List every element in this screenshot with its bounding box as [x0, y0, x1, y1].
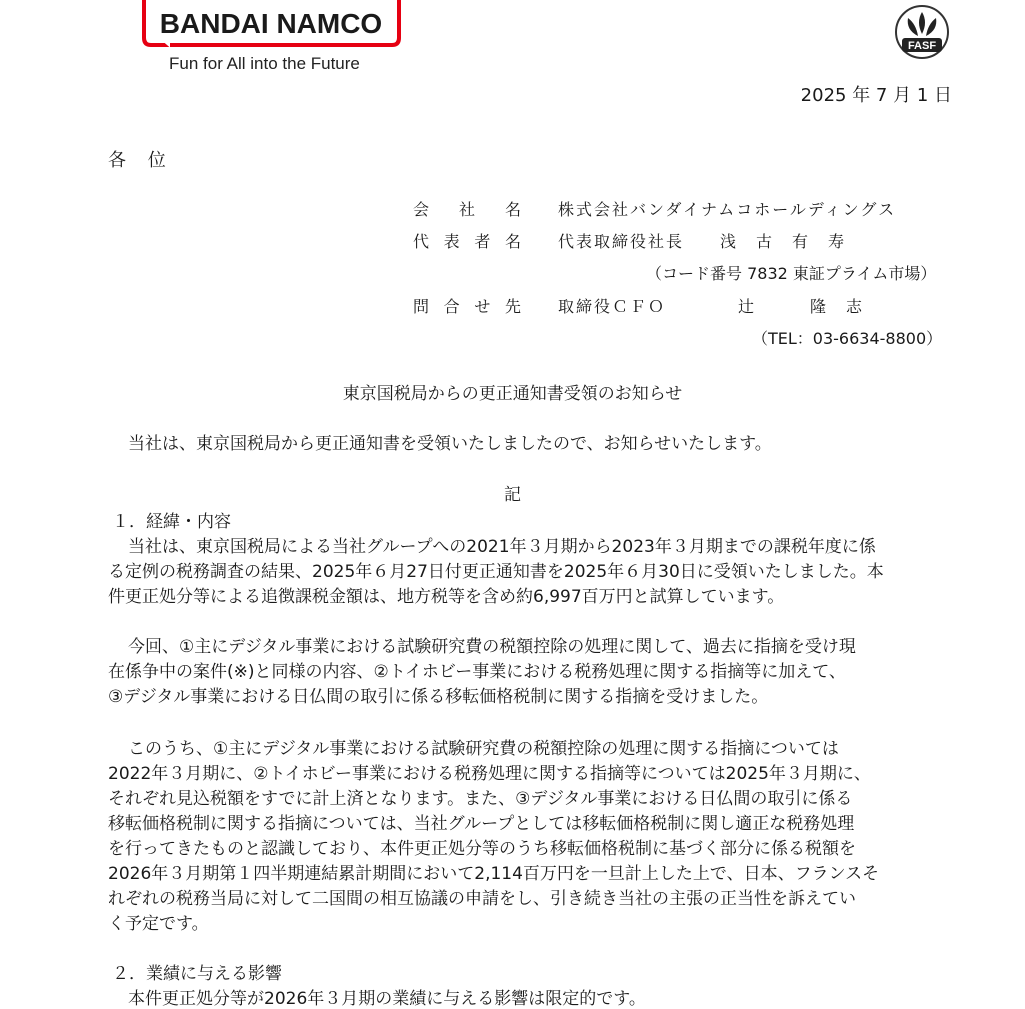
paragraph-line: る定例の税務調査の結果、2025年６月27日付更正通知書を2025年６月30日に受領いたしました。本: [108, 562, 884, 582]
label-contact: 問合せ先: [413, 297, 521, 316]
section2-heading: ２．業績に与える影響: [112, 964, 282, 984]
paragraph-line: それぞれ見込税額をすでに計上済となります。また、③デジタル事業における日仏間の取引に係る: [108, 789, 853, 809]
paragraph-line: 2026年３月期第１四半期連結累計期間において2,114百万円を一旦計上した上で、日本、フランスそ: [108, 864, 880, 884]
value-tel: （TEL：03-6634-8800）: [752, 329, 943, 348]
value-company: 株式会社バンダイナムコホールディングス: [558, 200, 897, 219]
intro-text: 当社は、東京国税局から更正通知書を受領いたしましたので、お知らせいたします。: [128, 434, 772, 454]
logo-text: BANDAI NAMCO: [159, 8, 383, 39]
section1-heading: １．経緯・内容: [112, 512, 231, 532]
paragraph-line: 件更正処分等による追徴課税金額は、地方税等を含め約6,997百万円と試算しています。: [108, 587, 785, 607]
paragraph-line: を行ってきたものと認識しており、本件更正処分等のうち移転価格税制に基づく部分に係る税額を: [108, 839, 856, 859]
document-date: 2025 年 7 月 1 日: [800, 85, 952, 106]
paragraph-line: 移転価格税制に関する指摘については、当社グループとしては移転価格税制に関し適正な税務処理: [108, 814, 855, 834]
paragraph-line: 今回、①主にデジタル事業における試験研究費の税額控除の処理に関して、過去に指摘を受け現: [128, 637, 856, 657]
value-contact: 取締役ＣＦＯ 辻 隆 志: [558, 297, 865, 316]
document-subject: 東京国税局からの更正通知書受領のお知らせ: [342, 384, 683, 404]
tagline: Fun for All into the Future: [169, 54, 360, 73]
label-company: 会社名: [413, 200, 521, 219]
paragraph-line: 2022年３月期に、②トイホビー事業における税務処理に関する指摘等については2025年３月期に、: [108, 764, 871, 784]
paragraph-line: 在係争中の案件(※)と同様の内容、②トイホビー事業における税務処理に関する指摘等に加えて、: [108, 662, 846, 682]
badge-text: FASF: [907, 40, 937, 52]
value-representative: 代表取締役社長 浅 古 有 寿: [558, 232, 847, 251]
fasf-badge-icon: [884, 4, 952, 60]
paragraph-line: 当社は、東京国税局による当社グループへの2021年３月期から2023年３月期までの課税年度に係: [128, 537, 876, 557]
bandai-namco-logo: [142, 0, 401, 47]
paragraph-line: このうち、①主にデジタル事業における試験研究費の税額控除の処理に関する指摘については: [128, 739, 839, 759]
ki-marker: 記: [504, 485, 521, 505]
paragraph-line: 本件更正処分等が2026年３月期の業績に与える影響は限定的です。: [128, 989, 646, 1009]
value-code: （コード番号 7832 東証プライム市場）: [646, 264, 937, 283]
label-representative: 代表者名: [413, 232, 521, 251]
paragraph-line: ③デジタル事業における日仏間の取引に係る移転価格税制に関する指摘を受けました。: [108, 687, 769, 707]
addressee: 各 位: [108, 150, 174, 171]
paragraph-line: れぞれの税務当局に対して二国間の相互協議の申請をし、引き続き当社の主張の正当性を訴えてい: [108, 889, 856, 909]
paragraph-line: く予定です。: [108, 914, 209, 934]
